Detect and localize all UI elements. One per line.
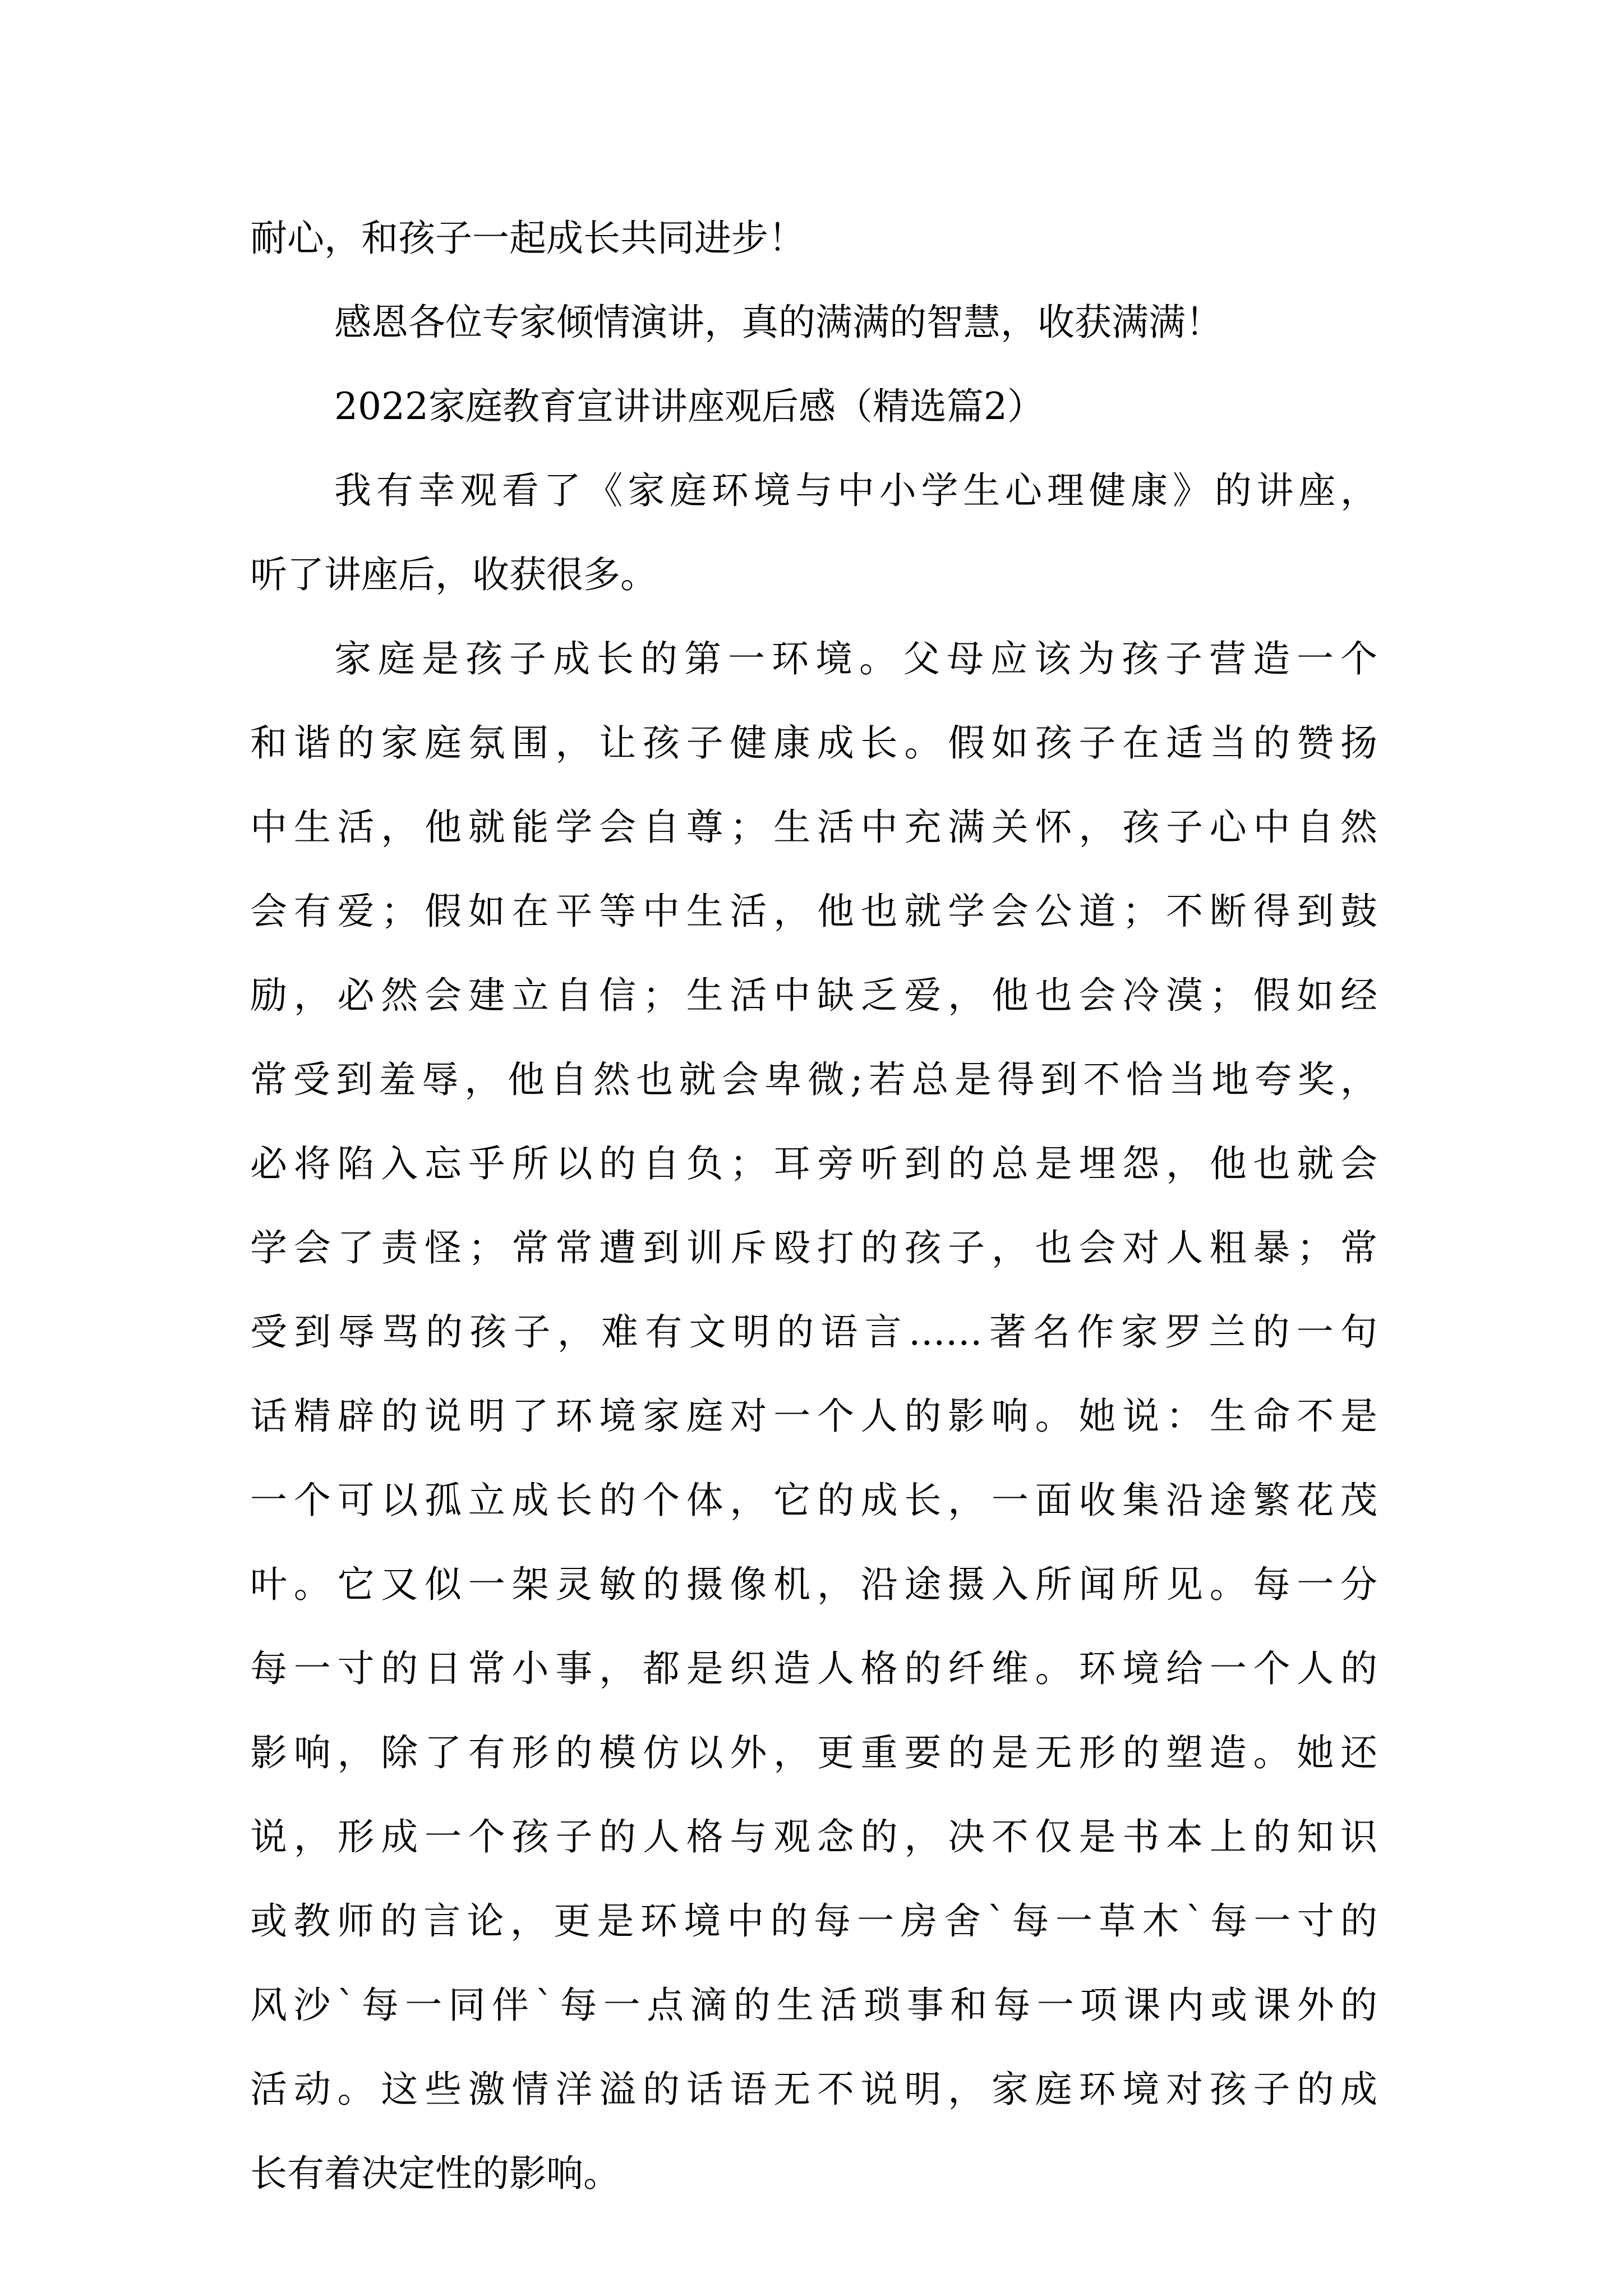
- section-heading: 2022家庭教育宣讲讲座观后感（精选篇2）: [334, 385, 1044, 428]
- text-line: 或教师的言论，更是环境中的每一房舍`每一草木`每一寸的: [250, 1899, 1377, 1943]
- text-line: 听了讲座后，收获很多。: [250, 553, 657, 596]
- text-line: 感恩各位专家倾情演讲，真的满满的智慧，收获满满！: [334, 301, 1223, 344]
- text-line: 和谐的家庭氛围，让孩子健康成长。假如孩子在适当的赞扬: [250, 721, 1377, 765]
- text-line: 受到辱骂的孩子，难有文明的语言……著名作家罗兰的一句: [250, 1310, 1377, 1354]
- text-line: 长有着决定性的影响。: [250, 2152, 620, 2195]
- text-line: 家庭是孩子成长的第一环境。父母应该为孩子营造一个: [334, 637, 1377, 680]
- text-line: 励，必然会建立自信；生活中缺乏爱，他也会冷漠；假如经: [250, 974, 1377, 1017]
- text-line: 活动。这些激情洋溢的话语无不说明，家庭环境对孩子的成: [250, 2068, 1377, 2111]
- text-line: 叶。它又似一架灵敏的摄像机，沿途摄入所闻所见。每一分: [250, 1563, 1377, 1606]
- text-line: 会有爱；假如在平等中生活，他也就学会公道；不断得到鼓: [250, 890, 1377, 933]
- text-line: 每一寸的日常小事，都是织造人格的纤维。环境给一个人的: [250, 1647, 1377, 1690]
- text-line: 我有幸观看了《家庭环境与中小学生心理健康》的讲座，: [334, 469, 1377, 512]
- text-line: 说，形成一个孩子的人格与观念的，决不仅是书本上的知识: [250, 1815, 1377, 1858]
- text-line: 影响，除了有形的模仿以外，更重要的是无形的塑造。她还: [250, 1731, 1377, 1774]
- text-line: 一个可以孤立成长的个体，它的成长，一面收集沿途繁花茂: [250, 1479, 1377, 1522]
- text-line: 学会了责怪；常常遭到训斥殴打的孩子，也会对人粗暴；常: [250, 1226, 1377, 1269]
- text-line: 常受到羞辱，他自然也就会卑微;若总是得到不恰当地夸奖，: [250, 1058, 1377, 1101]
- text-line: 话精辟的说明了环境家庭对一个人的影响。她说：生命不是: [250, 1395, 1377, 1438]
- text-line: 必将陷入忘乎所以的自负；耳旁听到的总是埋怨，他也就会: [250, 1142, 1377, 1185]
- document-body: [250, 196, 1377, 2216]
- text-line: 中生活，他就能学会自尊；生活中充满关怀，孩子心中自然: [250, 806, 1377, 849]
- text-line: 耐心，和孩子一起成长共同进步！: [250, 217, 805, 260]
- text-line: 风沙`每一同伴`每一点滴的生活琐事和每一项课内或课外的: [250, 1984, 1377, 2027]
